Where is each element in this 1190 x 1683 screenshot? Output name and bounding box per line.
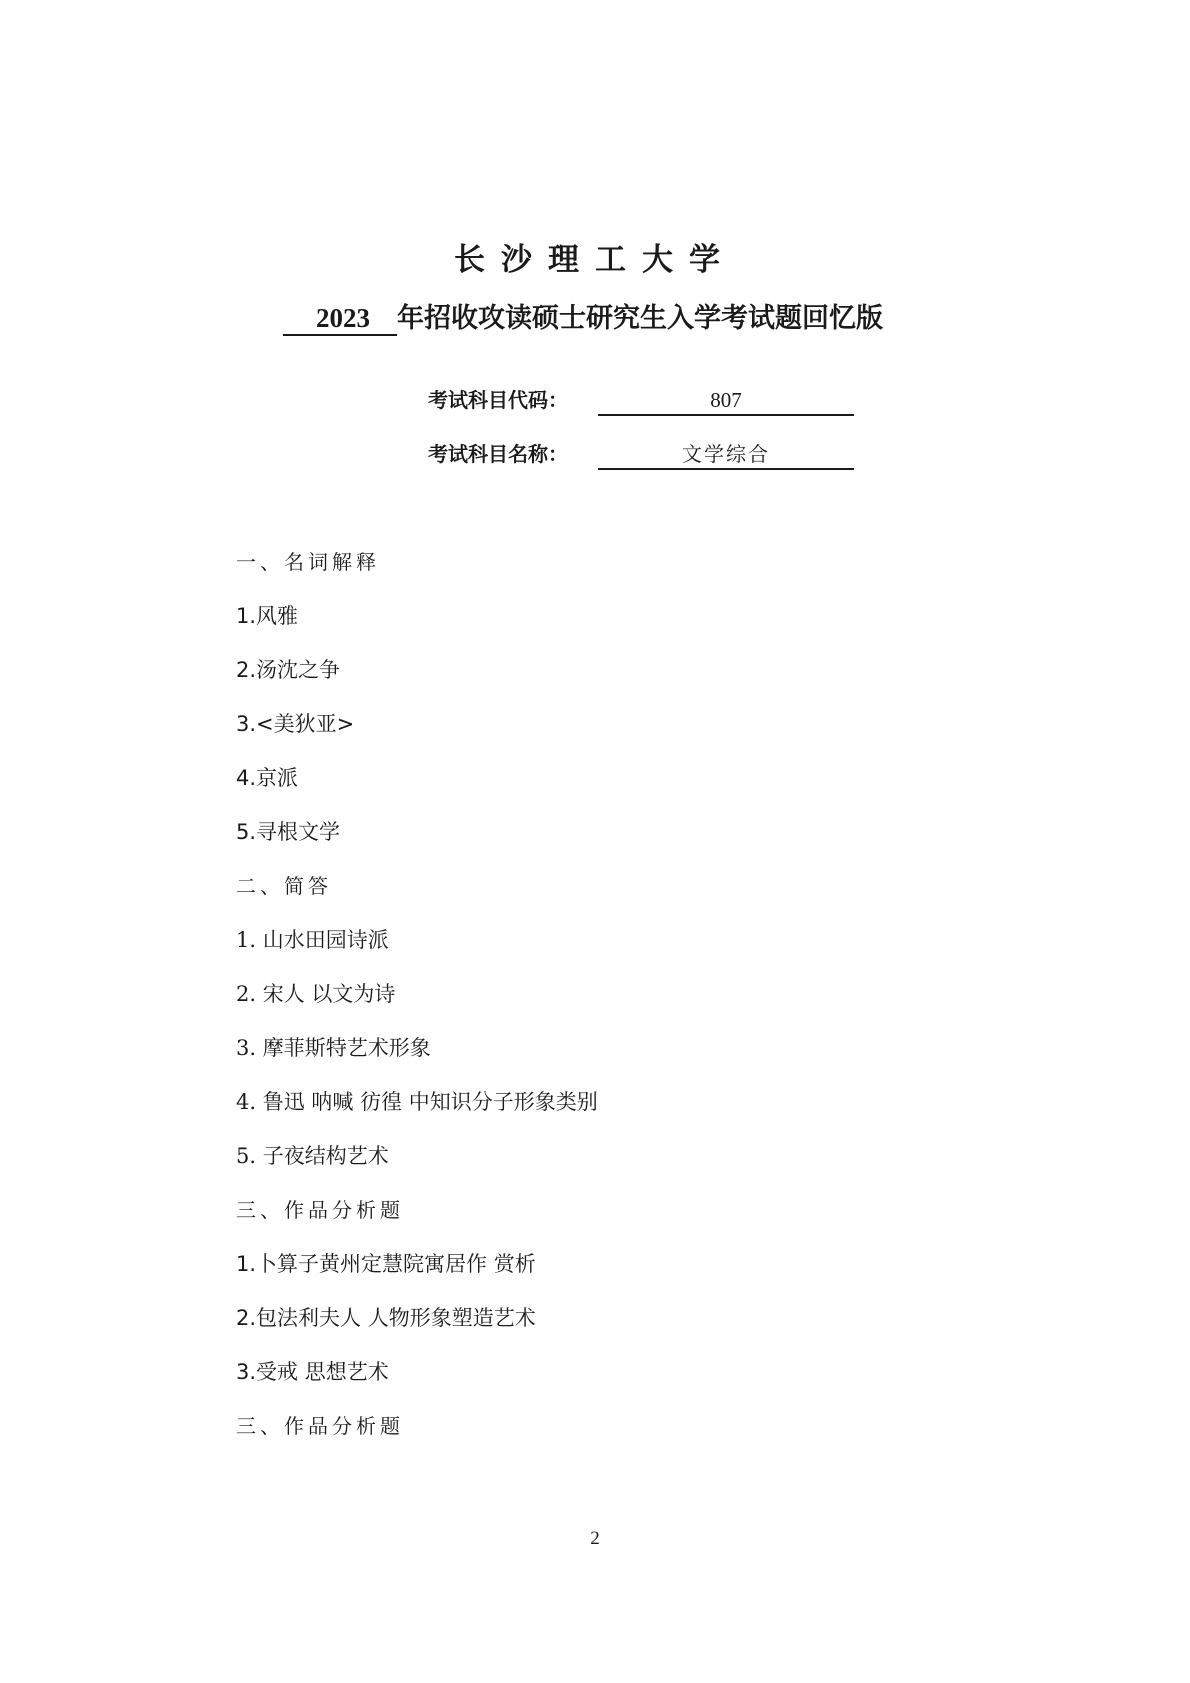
list-item: 4.京派 — [236, 766, 299, 790]
exam-year: 2023 — [283, 302, 397, 336]
page-number: 2 — [590, 1528, 600, 1549]
list-item: 5.寻根文学 — [236, 820, 341, 844]
section-heading: 二、简答 — [236, 874, 332, 898]
list-item: 2.包法利夫人 人物形象塑造艺术 — [236, 1306, 536, 1330]
list-item: 2.汤沈之争 — [236, 658, 341, 682]
exam-subtitle-text: 年招收攻读硕士研究生入学考试题回忆版 — [397, 303, 883, 334]
section-heading: 三、作品分析题 — [236, 1198, 404, 1222]
list-item: 1.卜算子黄州定慧院寓居作 赏析 — [236, 1252, 536, 1276]
section-heading: 三、作品分析题 — [236, 1414, 404, 1438]
subject-name-label: 考试科目名称： — [428, 442, 568, 466]
university-title: 长沙理工大学 — [454, 242, 736, 278]
list-item: 1.风雅 — [236, 604, 299, 628]
list-item: 2. 宋人 以文为诗 — [236, 982, 396, 1006]
list-item: 4. 鲁迅 呐喊 彷徨 中知识分子形象类别 — [236, 1090, 598, 1114]
exam-subtitle — [283, 302, 883, 342]
list-item: 1. 山水田园诗派 — [236, 928, 389, 952]
subject-name-row — [428, 438, 854, 470]
list-item: 3.<美狄亚> — [236, 712, 355, 736]
list-item: 3.受戒 思想艺术 — [236, 1360, 389, 1384]
section-heading: 一、名词解释 — [236, 550, 380, 574]
list-item: 3. 摩菲斯特艺术形象 — [236, 1036, 431, 1060]
subject-code-value: 807 — [598, 386, 854, 416]
subject-name-value: 文学综合 — [598, 440, 854, 470]
list-item: 5. 子夜结构艺术 — [236, 1144, 389, 1168]
subject-code-label: 考试科目代码： — [428, 388, 568, 412]
subject-code-row — [428, 384, 854, 416]
